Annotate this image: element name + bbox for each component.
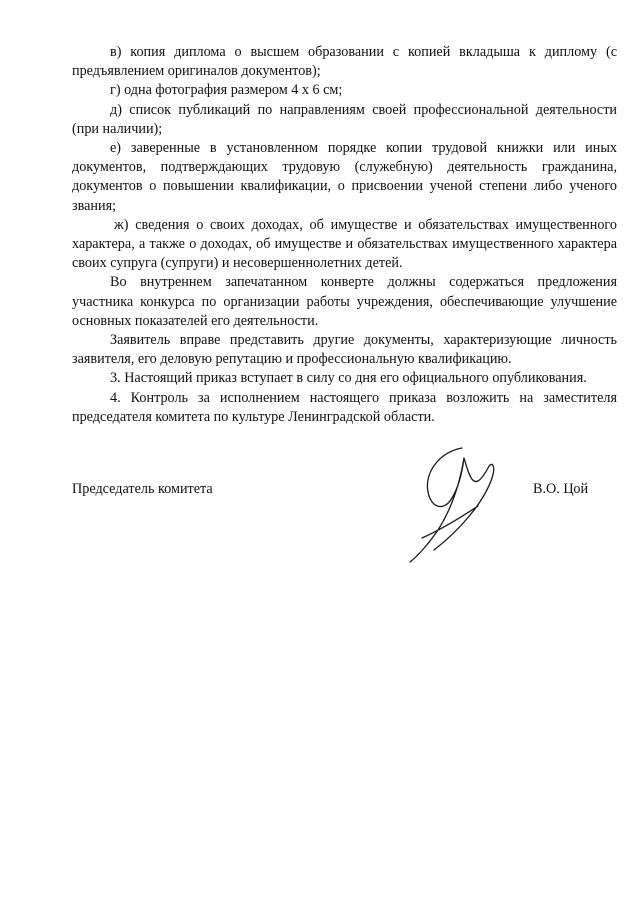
document-body: [72, 43, 617, 427]
signatory-title: Председатель комитета: [72, 481, 213, 497]
handwritten-signature: [400, 438, 510, 568]
paragraph-envelope: Во внутреннем запечатанном конверте должны содержаться предложения участника конкурса по организации работы учреждения, обеспечивающие улучшение основных показателей его деятельности.: [72, 274, 617, 329]
paragraph-income: ж) сведения о своих доходах, об имуществе и обязательствах имущественного характера, а также о доходах, об имуществе и обязательствах имущественного характера своих супруга (супруги) и несовершеннолетних детей.: [72, 216, 617, 272]
paragraph-clause-3: 3. Настоящий приказ вступает в силу со дня его официального опубликования.: [110, 370, 587, 387]
paragraph-work-record: е) заверенные в установленном порядке копии трудовой книжки или иных документов, подтверждающих трудовую (служебную) деятельность гражданина, документов о повышении квалификации, о присвоении ученой степени либо ученого звания;: [72, 140, 617, 214]
signatory-name: В.О. Цой: [533, 481, 589, 497]
paragraph-publications: д) список публикаций по направлениям своей профессиональной деятельности (при наличии);: [72, 101, 617, 137]
paragraph-diploma: в) копия диплома о высшем образовании с копией вкладыша к диплому (с предъявлением оригиналов документов);: [72, 44, 617, 80]
paragraph-clause-4: 4. Контроль за исполнением настоящего приказа возложить на заместителя председателя комитета по культуре Ленинградской области.: [72, 389, 617, 425]
paragraph-photo: г) одна фотография размером 4 х 6 см;: [110, 82, 343, 99]
paragraph-other-documents: Заявитель вправе представить другие документы, характеризующие личность заявителя, его деловую репутацию и профессиональную квалификацию.: [72, 332, 617, 368]
